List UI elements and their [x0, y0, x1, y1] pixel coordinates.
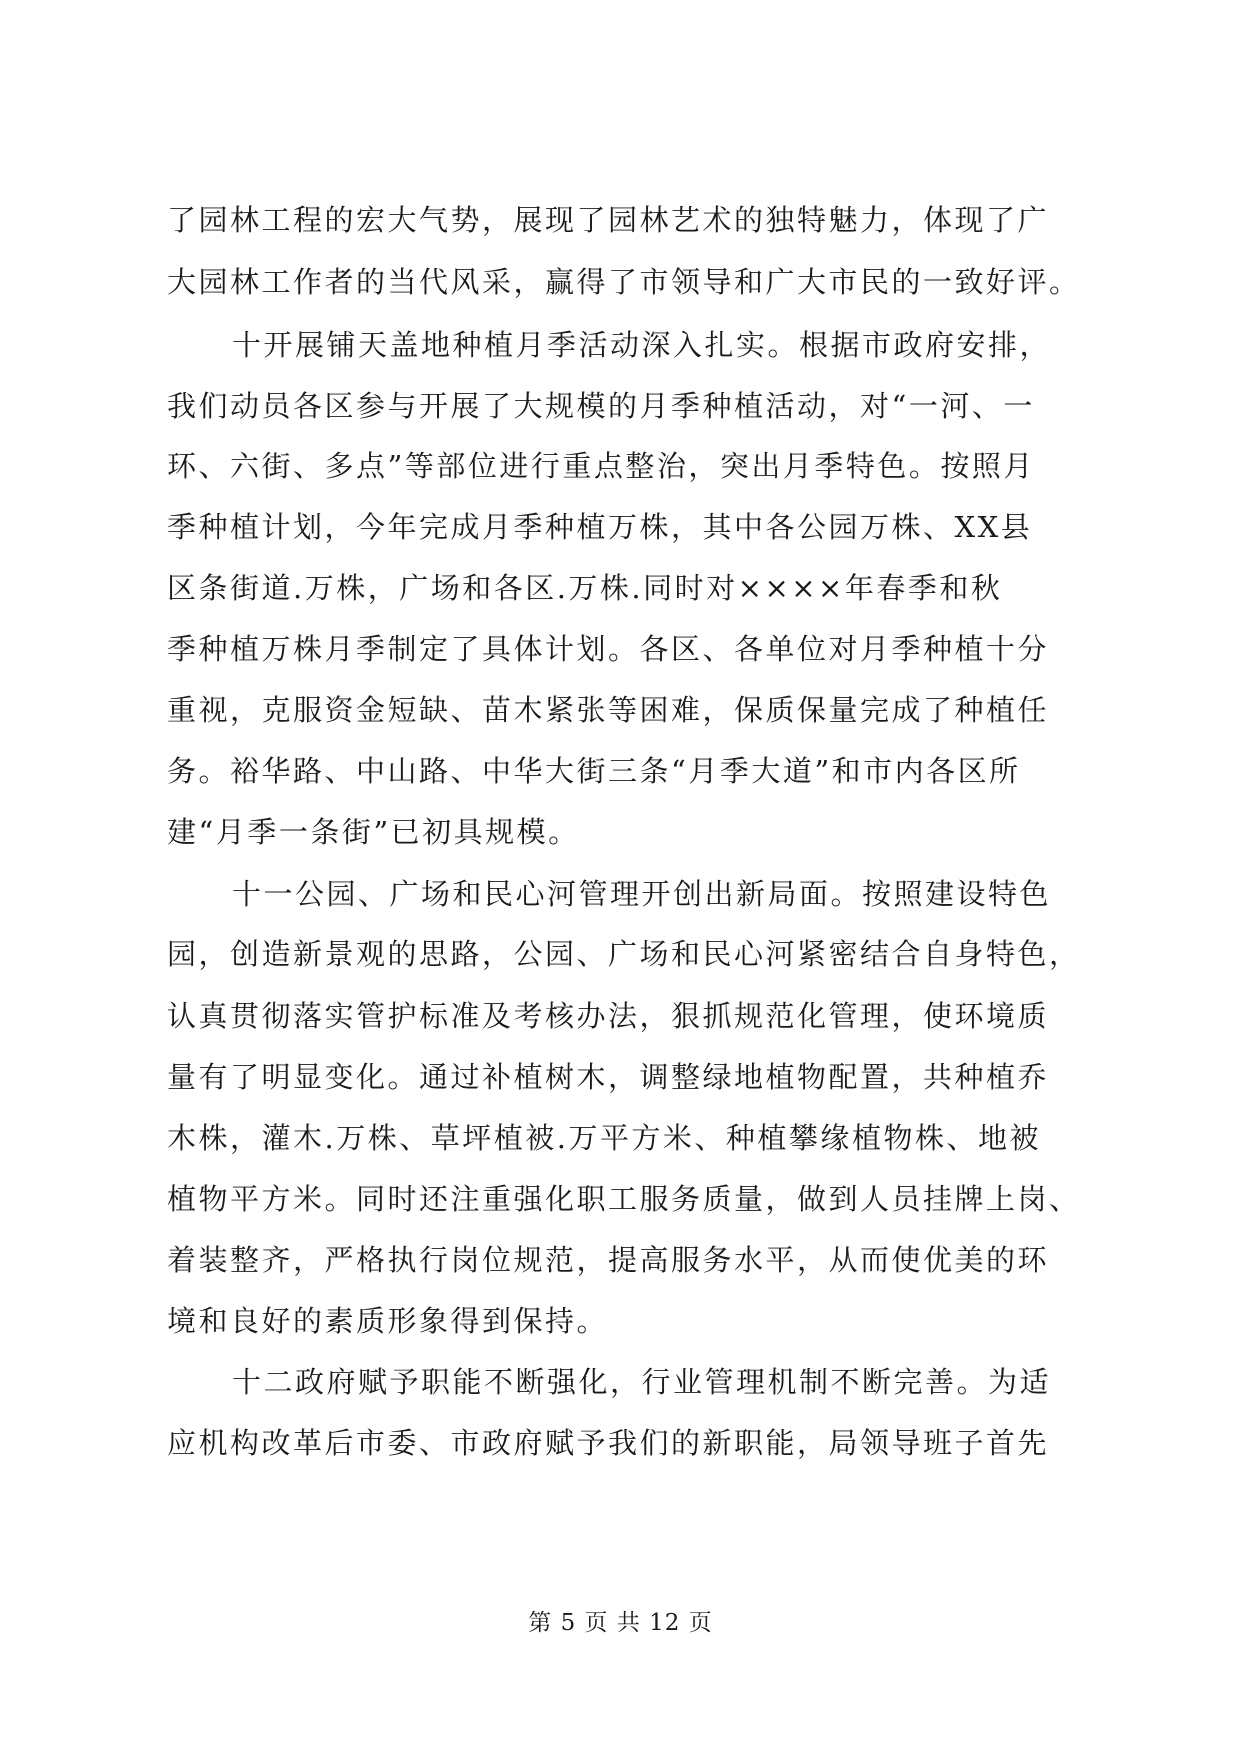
text-line: 季种植计划，今年完成月季种植万株，其中各公园万株、XX县	[167, 510, 1033, 544]
text-line: 植物平方米。同时还注重强化职工服务质量，做到人员挂牌上岗、	[167, 1182, 1081, 1216]
text-line: 大园林工作者的当代风采，赢得了市领导和广大市民的一致好评。	[167, 265, 1081, 299]
text-line: 区条街道.万株，广场和各区.万株.同时对××××年春季和秋	[167, 571, 1003, 605]
text-line: 量有了明显变化。通过补植树木，调整绿地植物配置，共种植乔	[167, 1060, 1050, 1094]
paragraph-first-line: 十二政府赋予职能不断强化，行业管理机制不断完善。为适	[232, 1365, 1052, 1399]
text-line: 境和良好的素质形象得到保持。	[167, 1304, 609, 1338]
text-line: 了园林工程的宏大气势，展现了园林艺术的独特魅力，体现了广	[167, 203, 1050, 237]
text-line: 季种植万株月季制定了具体计划。各区、各单位对月季种植十分	[167, 632, 1050, 666]
text-line: 我们动员各区参与开展了大规模的月季种植活动，对“一河、一	[167, 389, 1035, 423]
text-line: 重视，克服资金短缺、苗木紧张等困难，保质保量完成了种植任	[167, 693, 1050, 727]
text-line: 木株，灌木.万株、草坪植被.万平方米、种植攀缘植物株、地被	[167, 1121, 1041, 1155]
text-line: 认真贯彻落实管护标准及考核办法，狠抓规范化管理，使环境质	[167, 999, 1050, 1033]
text-line: 园，创造新景观的思路，公园、广场和民心河紧密结合自身特色，	[167, 937, 1081, 971]
text-line: 建“月季一条街”已初具规模。	[167, 815, 580, 849]
text-line: 着装整齐，严格执行岗位规范，提高服务水平，从而使优美的环	[167, 1243, 1050, 1277]
paragraph-first-line: 十一公园、广场和民心河管理开创出新局面。按照建设特色	[232, 877, 1052, 911]
text-line: 务。裕华路、中山路、中华大街三条“月季大道”和市内各区所	[167, 754, 1021, 788]
text-line: 环、六街、多点”等部位进行重点整治，突出月季特色。按照月	[167, 449, 1035, 483]
text-line: 应机构改革后市委、市政府赋予我们的新职能，局领导班子首先	[167, 1426, 1050, 1460]
paragraph-first-line: 十开展铺天盖地种植月季活动深入扎实。根据市政府安排，	[232, 328, 1052, 362]
page-number-footer: 第 5 页 共 12 页	[528, 1610, 713, 1636]
